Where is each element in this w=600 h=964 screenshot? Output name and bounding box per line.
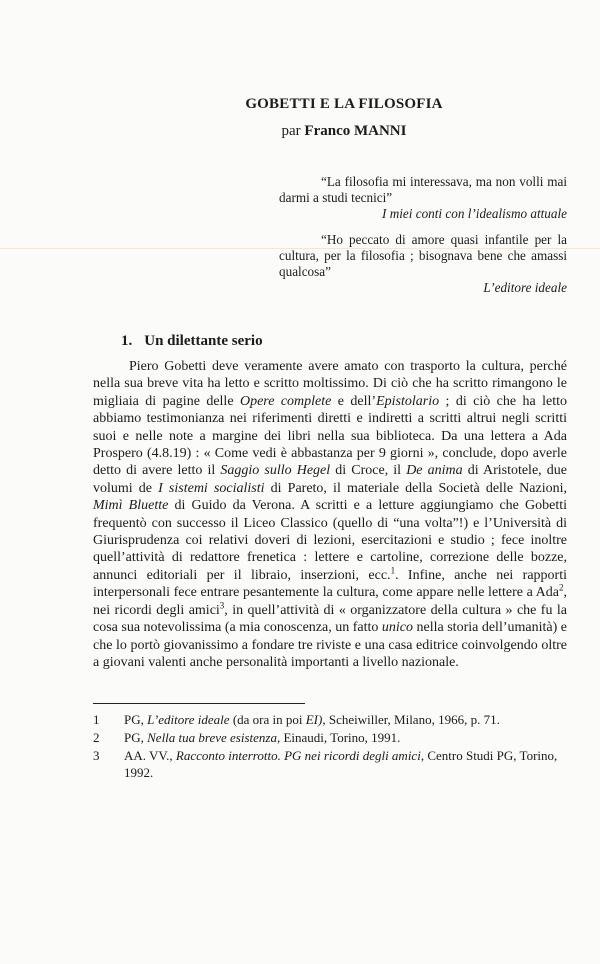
footnote-ref[interactable]: 1 [390, 565, 396, 576]
footnote [93, 729, 567, 746]
italic-title: Mimì Bluette [93, 498, 169, 514]
text-run: e dell’ [331, 393, 377, 409]
footnote-ref[interactable]: 3 [219, 600, 225, 611]
text-run: AA. VV., [124, 748, 176, 763]
footnote [93, 747, 567, 781]
author-name: Franco MANNI [304, 123, 407, 139]
text-run: ; di ciò che ha letto abbiamo testimonianza nei riferimenti diretti e indiretti a scritti altrui negli scritti suoi e nelle note a margine dei libri nella sua biblioteca. Da una lettera a Ada Prospero (4.8.19) : « Come vedi è abbastanza per 9 giorni », conclude, dopo averle detto di avere letto il [93, 393, 567, 479]
section-number: 1. [121, 333, 133, 349]
footnote-number: 3 [93, 748, 100, 763]
text-run: PG, [124, 730, 148, 745]
footnote [93, 711, 567, 728]
italic-title: Racconto interrotto. PG nei ricordi degli amici [175, 748, 421, 763]
text-run: di Croce, il [330, 463, 407, 479]
epigraph-source: I miei conti con l’idealismo attuale [382, 206, 567, 221]
text-run: . Infine, anche nei rapporti interpersonali fece entrare pesantemente la cultura, come appare nelle lettere a Ada [93, 567, 567, 601]
italic-title: I sistemi socialisti [158, 480, 265, 496]
author-prefix: par [281, 123, 305, 139]
text-run: di Aristotele, due volumi de [93, 463, 567, 496]
footnote-number: 2 [93, 730, 100, 745]
italic-abbrev: EI) [305, 712, 323, 727]
footnote-number: 1 [93, 712, 100, 727]
text-run: , Einaudi, Torino, 1991. [276, 730, 401, 745]
text-run: Piero Gobetti deve veramente avere amato con trasporto la cultura, perché nella sua breve vita ha letto e scritto moltissimo. Di ciò che ha scritto rimangono le migliaia di pagine delle [93, 359, 567, 409]
text-run: (da ora in poi [229, 712, 306, 727]
epigraph-quote: “Ho peccato di amore quasi infantile per la cultura, per la filosofia ; bisognava bene che amassi qualcosa” [279, 232, 567, 279]
text-run: , Scheiwiller, Milano, 1966, p. 71. [322, 712, 500, 727]
italic-title: L’editore ideale [147, 712, 230, 727]
epigraph-source: L’editore ideale [483, 280, 567, 295]
epigraph-quote: “La filosofia mi interessava, ma non volli mai darmi a studi tecnici” [279, 174, 567, 205]
text-run: , nei ricordi degli amici [93, 585, 567, 618]
italic-word: unico [381, 620, 414, 636]
article-title: GOBETTI E LA FILOSOFIA [245, 96, 443, 112]
text-run: , in quell’attività di « organizzatore della cultura » che fu la cosa sua notevolissima (a mia conoscenza, un fatto [93, 602, 567, 636]
section-heading [121, 333, 263, 350]
footnote-ref[interactable]: 2 [559, 582, 564, 593]
italic-title: De anima [406, 463, 463, 479]
italic-title: Epistolario [376, 393, 440, 409]
italic-title: Nella tua breve esistenza [147, 730, 277, 745]
text-run: di Guido da Verona. A scritti e a letture aggiungiamo che Gobetti frequentò con successo il Liceo Classico (quello di “una volta”!) e l’Università di Giurisprudenza coi relativi doveri di lezioni, esercitazioni e studio ; fece inoltre quell’attività di redattore frenetica : lettere e cartoline, correzione delle bozze, annunci editoriali per il libraio, inserzioni, ecc. [93, 498, 567, 583]
italic-title: Opere complete [239, 393, 332, 409]
footnotes [93, 711, 567, 782]
text-run: PG, [124, 712, 148, 727]
article-author [0, 123, 600, 140]
text-run: di Pareto, il materiale della Società delle Nazioni, [264, 480, 567, 496]
footnote-divider [93, 703, 305, 704]
text-run: , Centro Studi PG, Torino, 1992. [124, 748, 558, 780]
text-run: nella storia dell’umanità) e che lo portò giovanissimo a fondare tre riviste e una casa editrice coinvolgendo oltre a giovani valenti anche personalità importanti a livello nazionale. [93, 620, 567, 670]
body-paragraph [93, 358, 567, 671]
italic-title: Saggio sullo Hegel [220, 463, 331, 479]
section-title: Un dilettante serio [144, 333, 263, 349]
epigraphs [279, 174, 567, 306]
